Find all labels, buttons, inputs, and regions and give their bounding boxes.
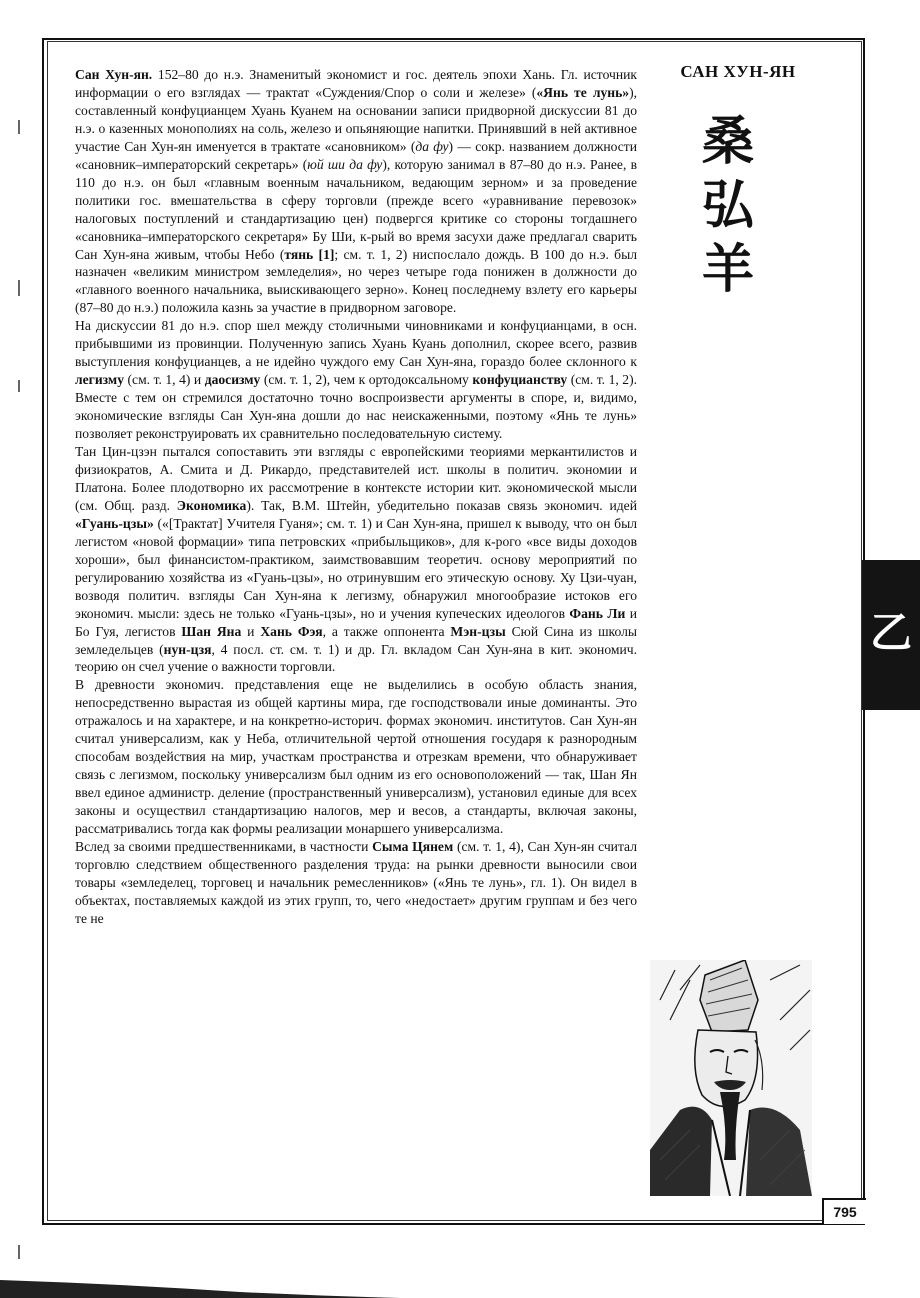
text-run: и — [241, 623, 261, 639]
chinese-character: 羊 — [701, 240, 754, 300]
text-run: На дискуссии 81 до н.э. спор шел между столичными чиновниками и конфуцианцами, в осн. прибывшими из провинции. Полученную запись Хуань Куань дополнил, скорее всего, развив выступления конфуцианцев, а не идейно чуждого ему Сан Хун-яна, гораздо более склонного к — [75, 318, 637, 370]
text-run: (см. т. 1, 4) и — [124, 372, 205, 388]
article-body — [75, 66, 637, 928]
chinese-name-characters — [688, 110, 768, 302]
paragraph — [75, 838, 637, 928]
cross-reference: конфуцианству — [472, 372, 568, 388]
cross-reference: «Янь те лунь» — [536, 84, 630, 100]
paragraph — [75, 676, 637, 838]
chinese-character: 桑 — [701, 112, 754, 172]
text-run: ; см. т. 1, 2) ниспослало дождь. В 100 до н.э. был назначен «великим министром земледелия», но через четыре года понижен в должности до «главного военного начальника, выискивающего зерно». Конец последнему взлету его карьеры (87–80 до н.э.) положила казнь за участие в придворном заговоре. — [75, 246, 638, 316]
term-italic: юй ши да фу — [307, 156, 383, 172]
text-run: , а также оппонента — [322, 623, 451, 639]
text-run: и Бо Гуя, легистов — [75, 605, 637, 639]
cross-reference: тянь [1] — [284, 246, 335, 262]
text-run: 152–80 до н.э. Знаменитый экономист и гос. деятель эпохи Хань. Гл. источник информации о его взглядах — трактат «Суждения/Спор о соли и железе» ( — [75, 67, 638, 100]
article-heading: САН ХУН-ЯН — [680, 62, 796, 81]
chinese-character: 弘 — [701, 176, 754, 236]
text-run: (см. т. 1, 2). Вместе с тем он стремился достаточно точно воспроизвести аргументы в споре, и, видимо, экономические взгляды Сан Хун-яна дошли до нас неискаженными, поэтому «Янь те лунь» позволяет реконструировать их сравнительно последовательную систему. — [75, 372, 638, 442]
section-tab-glyph: 乙 — [870, 608, 913, 657]
margin-mark — [18, 380, 20, 392]
text-run: ), составленный конфуцианцем Хуань Куанем на основании записи придворной дискуссии 81 до н.э. о казенных монополиях на соль, железо и опьяняющие напитки. Принявший в ней активное участие Сан Хун-ян именуется в трактате «сановником» ( — [75, 84, 637, 154]
term-italic: да фу — [415, 138, 449, 154]
entry-term: Сан Хун-ян. — [75, 67, 153, 82]
text-run: (см. т. 1, 4), Сан Хун-ян считал торговлю следствием общественного разделения труда: на рынки древности выносили свои товары «земледелец, торговец и начальник ремесленников» («Янь те лунь», гл. 1). Он видел в объектах, поставляемых каждой из этих групп, то, чего «недостает» другим группам и без чего те не — [75, 838, 637, 926]
text-run: ). Так, В.М. Штейн, убедительно показав связь экономич. идей — [246, 497, 637, 513]
cross-reference: «Гуань-цзы» — [75, 515, 154, 531]
cross-reference: нун-цзя — [163, 641, 212, 657]
margin-mark — [18, 280, 20, 296]
text-run: ) — сокр. названием должности «сановник–императорский секретарь» ( — [75, 138, 637, 172]
portrait-illustration — [650, 960, 812, 1196]
paragraph — [75, 66, 637, 317]
cross-reference: легизму — [75, 372, 124, 388]
text-run: («[Трактат] Учителя Гуаня»; см. т. 1) и Сан Хун-яна, пришел к выводу, что он был легистом «новой формации» типа петровских «прибыльщиков», для к-рого «все виды доходов хороши», был финансистом-практиком, заимствовавшим теоретич. основу мероприятий по регулированию хозяйства из «Гуань-цзы», но отринувшим его этическую основу. Ху Цзи-чуан, возводя политич. взгляды Сан Хун-яна к легизму, обнаружил многообразие истоков его экономич. мысли: здесь не только «Гуань-цзы», но и учения купеческих идеологов — [75, 515, 637, 621]
page-number: 795 — [822, 1198, 866, 1224]
cross-reference: Мэн-цзы — [450, 623, 506, 639]
text-run: (см. т. 1, 2), чем к ортодоксальному — [260, 372, 473, 388]
cross-reference: Шан Яна — [181, 623, 242, 639]
paragraph — [75, 443, 637, 676]
text-run: Сюй Сина из школы земледельцев ( — [75, 623, 637, 657]
margin-mark — [18, 120, 20, 134]
cross-reference: Экономика — [176, 497, 247, 513]
cross-reference: даосизму — [204, 372, 261, 388]
text-run: В древности экономич. представления еще не выделились в особую область знания, непосредственно вырастая из общей картины мира, где господствовали иные доминанты. Это отражалось и на характере, и на конкретно-историч. формах экономич. институтов. Сан Хун-ян считал универсализм, как у Неба, отличительной чертой отношения государя к разнородным способам воздействия на мир, участкам пространства и отрезкам времени, что обнаруживает связь с легизмом, поскольку универсализм был одним из его основоположений — так, Шан Ян ввел единое администр. деление (пространственный универсализм), установил единые для всех законы и осуществил стандартизацию налогов, мер и весов, а стандарты, включая законы, рассматривались тогда как формы реализации монаршего универсализма. — [75, 677, 637, 837]
text-run: ), которую занимал в 87–80 до н.э. Ранее, в 110 до н.э. он был «главным военным начальником, ведающим зерном» и за проведение политики гос. вмешательства в сферу торговли (прежде всего «уравнивание перевозок» налоговых поступлений и стандартизацию цен) подвергся критике со стороны тогдашнего «сановника–императорского секретаря» Бу Ши, к-рый во время засухи даже предлагал сварить Сан Хун-яна живым, чтобы Небо ( — [75, 156, 637, 262]
text-run: Вслед за своими предшественниками, в частности — [75, 838, 373, 854]
text-run: , 4 посл. ст. см. т. 1) и др. Гл. вкладом Сан Хун-яна в кит. экономич. теорию он счел учение о важности торговли. — [75, 641, 637, 675]
scan-artifact — [0, 1262, 400, 1298]
margin-mark — [18, 1245, 20, 1259]
cross-reference: Хань Фэя — [260, 623, 323, 639]
text-run: Тан Цин-цзэн пытался сопоставить эти взгляды с европейскими теориями меркантилистов и физиократов, А. Смита и Д. Рикардо, представителей ист. школы в политич. экономии и Платона. Более плодотворно их рассмотрение в контексте истории кит. экономической мысли (см. Общ. разд. — [75, 444, 637, 513]
cross-reference: Сыма Цянем — [372, 838, 454, 854]
paragraph — [75, 317, 637, 443]
cross-reference: Фань Ли — [569, 605, 626, 621]
